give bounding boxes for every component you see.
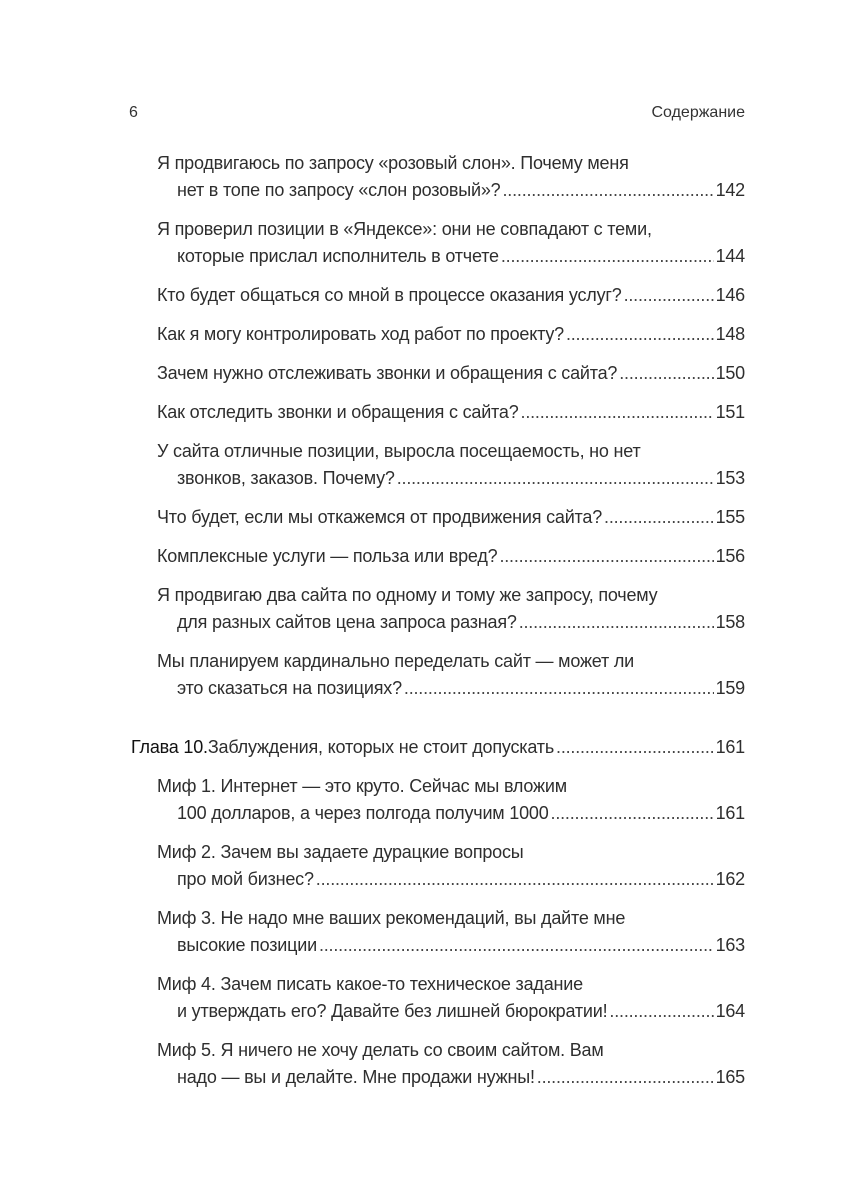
- toc-chapter-entry[interactable]: [131, 734, 745, 761]
- toc-entry[interactable]: [131, 839, 745, 893]
- toc-page-number: 156: [715, 546, 745, 566]
- toc-entry-last-line: [157, 675, 745, 702]
- toc-entry-last-line: [157, 609, 745, 636]
- dot-leader: [319, 932, 714, 959]
- toc-entry[interactable]: [131, 971, 745, 1025]
- toc-entry-last-line: [157, 932, 745, 959]
- toc-entry-line: Я проверил позиции в «Яндексе»: они не совпадают с теми,: [157, 219, 652, 239]
- toc-entry-text: надо — вы и делайте. Мне продажи нужны!: [177, 1067, 535, 1087]
- toc-entry[interactable]: [131, 582, 745, 636]
- toc-page-number: 162: [715, 869, 745, 889]
- toc-entry-last-line: [157, 465, 745, 492]
- toc-entry-text: для разных сайтов цена запроса разная?: [177, 612, 517, 632]
- dot-leader: [604, 504, 714, 531]
- running-title: Содержание: [651, 104, 745, 121]
- toc-entry-line: Миф 5. Я ничего не хочу делать со своим сайтом. Вам: [157, 1040, 604, 1060]
- toc-entry[interactable]: [131, 150, 745, 204]
- toc-entry-last-line: [157, 504, 745, 531]
- toc-entry-text: высокие позиции: [177, 935, 317, 955]
- toc-page-number: 155: [715, 507, 745, 527]
- toc-entry[interactable]: [131, 438, 745, 492]
- toc-page-number: 150: [715, 363, 745, 383]
- dot-leader: [624, 282, 714, 309]
- toc-entry[interactable]: [131, 905, 745, 959]
- toc-entry-line: Я продвигаю два сайта по одному и тому же запросу, почему: [157, 585, 658, 605]
- toc-entry-text: Комплексные услуги — польза или вред?: [157, 546, 498, 566]
- table-of-contents: [131, 150, 745, 1103]
- toc-entry-line: Миф 2. Зачем вы задаете дурацкие вопросы: [157, 842, 524, 862]
- toc-entry[interactable]: [131, 321, 745, 348]
- toc-entry[interactable]: [131, 504, 745, 531]
- toc-entry-text: это сказаться на позициях?: [177, 678, 402, 698]
- toc-page-number: 158: [715, 612, 745, 632]
- toc-entry-text: Как отследить звонки и обращения с сайта?: [157, 402, 519, 422]
- toc-entry-text: и утверждать его? Давайте без лишней бюрократии!: [177, 1001, 608, 1021]
- toc-entry-line: Я продвигаюсь по запросу «розовый слон». Почему меня: [157, 153, 629, 173]
- toc-chapter-line: [131, 734, 745, 761]
- toc-entry-last-line: [157, 282, 745, 309]
- dot-leader: [551, 800, 714, 827]
- dot-leader: [619, 360, 713, 387]
- toc-entry-last-line: [157, 399, 745, 426]
- toc-page-number: 142: [715, 180, 745, 200]
- toc-entry-text: 100 долларов, а через полгода получим 1000: [177, 803, 549, 823]
- toc-entry-line: У сайта отличные позиции, выросла посещаемость, но нет: [157, 441, 641, 461]
- chapter-title: Заблуждения, которых не стоит допускать: [207, 737, 555, 757]
- toc-entry[interactable]: [131, 216, 745, 270]
- toc-entry-last-line: [157, 243, 745, 270]
- toc-entry[interactable]: [131, 282, 745, 309]
- toc-entry[interactable]: [131, 1037, 745, 1091]
- dot-leader: [316, 866, 714, 893]
- toc-page-number: 164: [715, 1001, 745, 1021]
- toc-page-number: 146: [715, 285, 745, 305]
- page-number: 6: [129, 104, 138, 121]
- toc-entry-text: Кто будет общаться со мной в процессе оказания услуг?: [157, 285, 622, 305]
- toc-entry[interactable]: [131, 360, 745, 387]
- toc-entry-last-line: [157, 543, 745, 570]
- toc-entry-text: Что будет, если мы откажемся от продвижения сайта?: [157, 507, 603, 527]
- dot-leader: [519, 609, 714, 636]
- toc-entry-text: Как я могу контролировать ход работ по проекту?: [157, 324, 564, 344]
- dot-leader: [501, 243, 714, 270]
- dot-leader: [499, 543, 713, 570]
- toc-entry-line: Миф 4. Зачем писать какое-то техническое задание: [157, 974, 583, 994]
- chapter-label: Глава 10.: [131, 737, 208, 757]
- toc-page-number: 151: [715, 402, 745, 422]
- toc-entry[interactable]: [131, 399, 745, 426]
- toc-entry-last-line: [157, 800, 745, 827]
- dot-leader: [521, 399, 714, 426]
- toc-page-number: 153: [715, 468, 745, 488]
- toc-entry-last-line: [157, 866, 745, 893]
- toc-entry-line: Миф 3. Не надо мне ваших рекомендаций, вы дайте мне: [157, 908, 626, 928]
- toc-entry-text: звонков, заказов. Почему?: [177, 468, 395, 488]
- toc-entry-last-line: [157, 360, 745, 387]
- dot-leader: [404, 675, 714, 702]
- toc-entry-text: нет в топе по запросу «слон розовый»?: [177, 180, 501, 200]
- toc-entry-text: которые прислал исполнитель в отчете: [177, 246, 499, 266]
- dot-leader: [397, 465, 714, 492]
- dot-leader: [609, 998, 713, 1025]
- toc-entry-text: Зачем нужно отслеживать звонки и обращения с сайта?: [157, 363, 618, 383]
- toc-entry[interactable]: [131, 543, 745, 570]
- dot-leader: [503, 177, 714, 204]
- toc-page-number: 159: [715, 678, 745, 698]
- toc-entry-last-line: [157, 998, 745, 1025]
- toc-page-number: 165: [715, 1067, 745, 1087]
- dot-leader: [537, 1064, 714, 1091]
- toc-entry-last-line: [157, 321, 745, 348]
- toc-page-number: 148: [715, 324, 745, 344]
- toc-entry[interactable]: [131, 773, 745, 827]
- toc-entry-last-line: [157, 177, 745, 204]
- toc-entry-last-line: [157, 1064, 745, 1091]
- toc-page-number: 161: [715, 803, 745, 823]
- toc-entry[interactable]: [131, 648, 745, 702]
- toc-entry-line: Миф 1. Интернет — это круто. Сейчас мы вложим: [157, 776, 567, 796]
- dot-leader: [566, 321, 714, 348]
- toc-entry-line: Мы планируем кардинально переделать сайт — может ли: [157, 651, 634, 671]
- dot-leader: [556, 734, 714, 761]
- toc-entry-text: про мой бизнес?: [177, 869, 314, 889]
- toc-page-number: 161: [715, 737, 745, 757]
- toc-page-number: 163: [715, 935, 745, 955]
- toc-page-number: 144: [715, 246, 745, 266]
